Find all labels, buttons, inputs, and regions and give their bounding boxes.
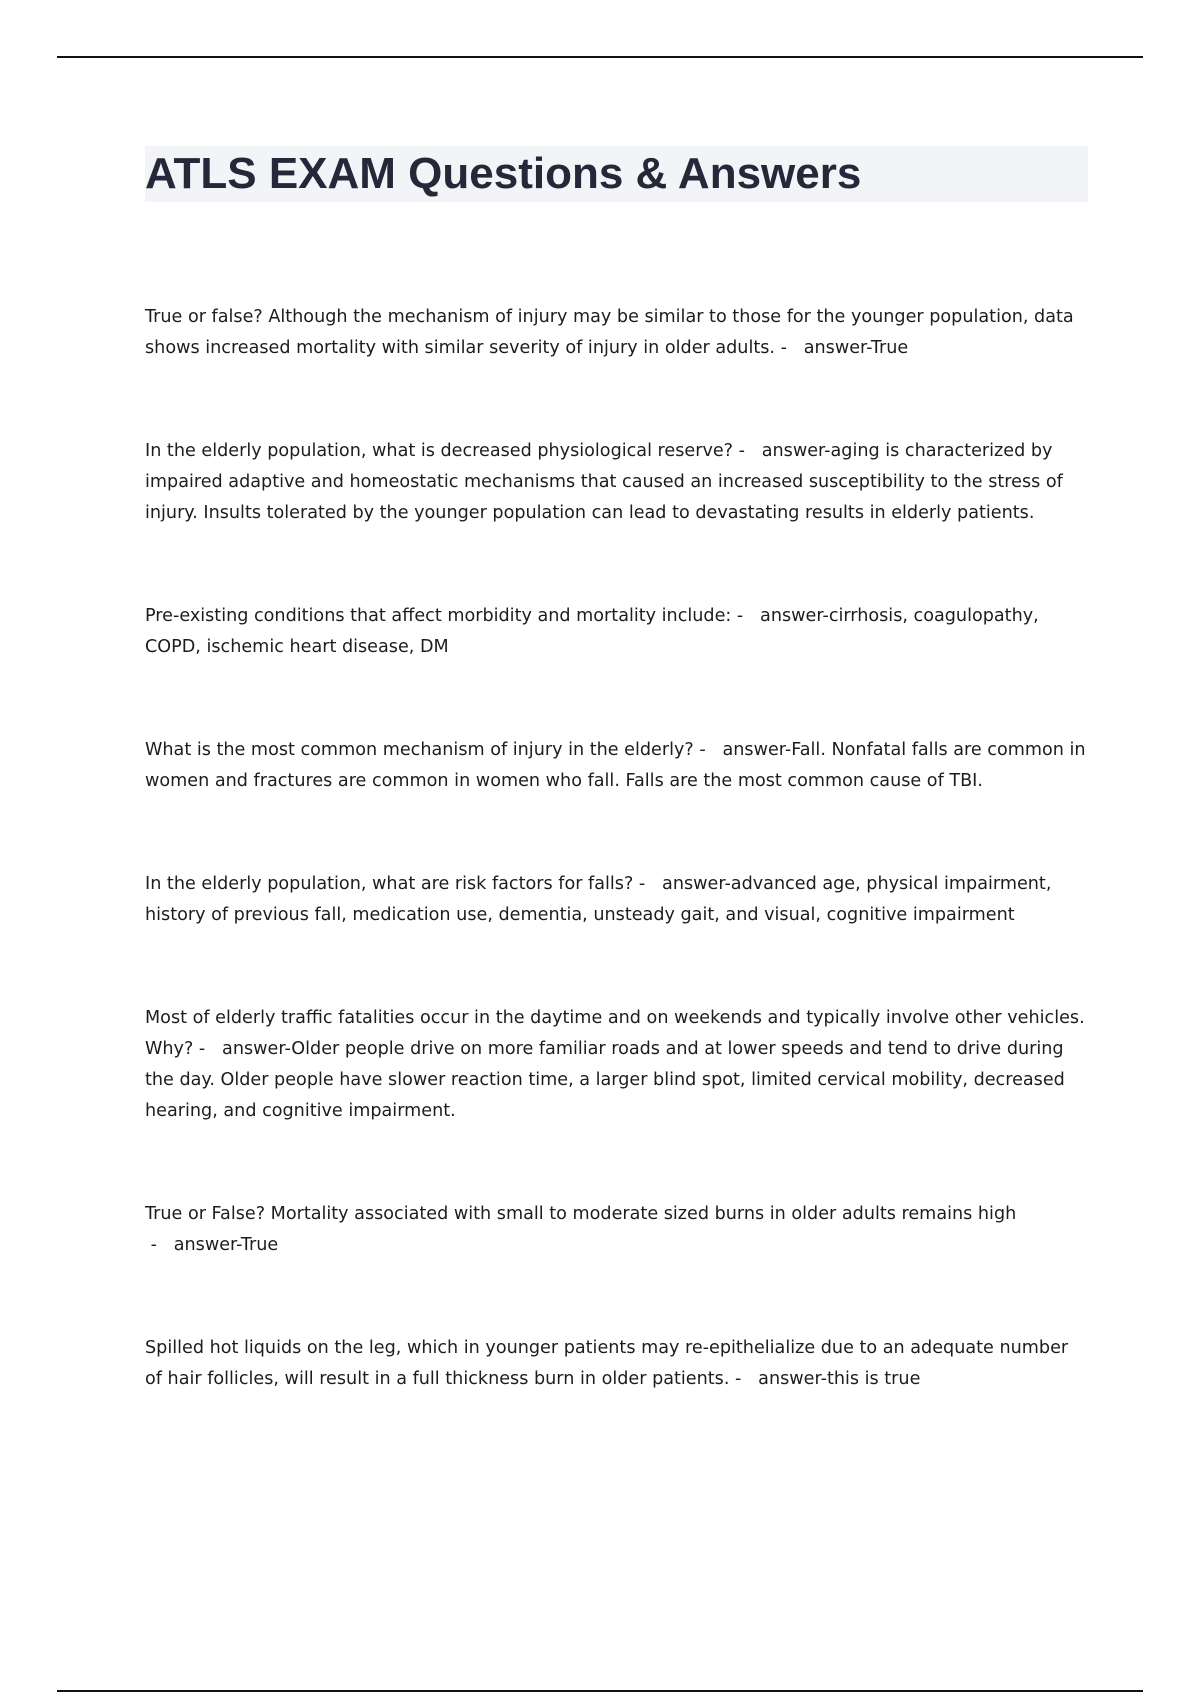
question-text: True or false? Although the mechanism of injury may be similar to those for the younger population, data shows increased mortality with similar severity of injury in older adults. [145, 307, 1074, 358]
qa-item [145, 1333, 1090, 1395]
separator: - [145, 1235, 174, 1255]
qa-item [145, 735, 1090, 797]
question-text: Pre-existing conditions that affect morbidity and mortality include: [145, 606, 732, 626]
separator: - [729, 1369, 759, 1389]
qa-item [145, 302, 1090, 364]
answer-text: answer-Older people drive on more familiar roads and at lower speeds and tend to drive during the day. Older people have slower reaction time, a larger blind spot, limited cervical mobility, decreased hearing, and cognitive impairment. [145, 1039, 1065, 1121]
qa-item [145, 869, 1090, 931]
question-text: In the elderly population, what are risk factors for falls? [145, 874, 634, 894]
answer-text: answer-aging is characterized by impaired adaptive and homeostatic mechanisms that caused an increased susceptibility to the stress of injury. Insults tolerated by the younger population can lead to devastating results in elderly patients. [145, 441, 1063, 523]
answer-text: answer-True [803, 338, 909, 358]
separator: - [775, 338, 804, 358]
answer-text: answer-Fall. Nonfatal falls are common in women and fractures are common in women who fall. Falls are the most common cause of TBI. [145, 740, 1086, 791]
page-title: ATLS EXAM Questions & Answers [145, 149, 862, 198]
separator: - [731, 606, 761, 626]
separator: - [733, 441, 762, 461]
separator: - [193, 1039, 223, 1059]
answer-text: answer-cirrhosis, coagulopathy, COPD, ischemic heart disease, DM [145, 606, 1039, 657]
qa-item [145, 1003, 1090, 1127]
question-text: What is the most common mechanism of injury in the elderly? [145, 740, 694, 760]
separator: - [633, 874, 663, 894]
question-text: Most of elderly traffic fatalities occur in the daytime and on weekends and typically involve other vehicles. Why? [145, 1008, 1085, 1059]
qa-item [145, 436, 1090, 529]
answer-text: answer-advanced age, physical impairment, history of previous fall, medication use, dementia, unsteady gait, and visual, cognitive impairment [145, 874, 1052, 925]
top-rule [57, 56, 1143, 58]
separator: - [693, 740, 723, 760]
qa-item [145, 601, 1090, 663]
question-text: Spilled hot liquids on the leg, which in younger patients may re-epithelialize due to an adequate number of hair follicles, will result in a full thickness burn in older patients. [145, 1338, 1069, 1389]
bottom-rule [57, 1690, 1143, 1692]
question-text: True or False? Mortality associated with small to moderate sized burns in older adults remains high [145, 1204, 1017, 1224]
qa-list [145, 302, 1090, 1395]
qa-item [145, 1199, 1090, 1261]
question-text: In the elderly population, what is decreased physiological reserve? [145, 441, 734, 461]
answer-text: answer-this is true [758, 1369, 921, 1389]
answer-text: answer-True [173, 1235, 279, 1255]
